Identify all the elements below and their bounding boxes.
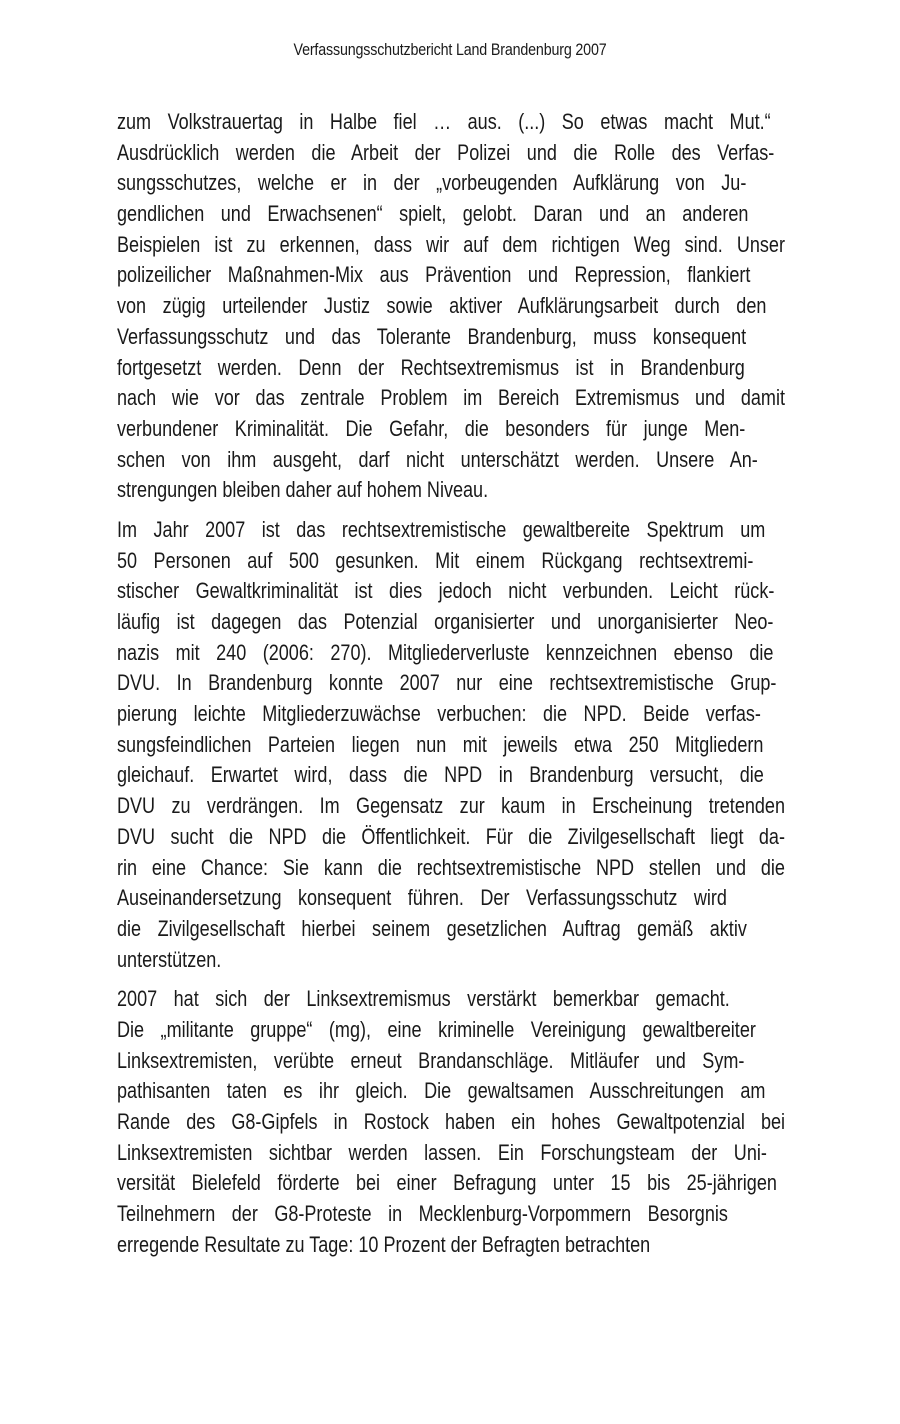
text-line-content: DVU. In Brandenburg konnte 2007 nur eine rechtsextremistische Grup- [117,670,777,696]
text-line [117,168,785,199]
text-line-content: gendlichen und Erwachsenen“ spielt, gelobt. Daran und an anderen [117,201,749,227]
text-line-content: Linksextremisten, verübte erneut Brandanschläge. Mitläufer und Sym- [117,1047,745,1073]
paragraph-2 [117,515,785,975]
text-line [117,638,785,669]
text-line [117,414,785,445]
text-line [117,138,785,169]
text-line-content: pierung leichte Mitgliederzuwächse verbuchen: die NPD. Beide verfas- [117,701,761,727]
text-line [117,1046,785,1077]
text-line [117,576,785,607]
body-text [117,107,785,1260]
text-line-content: DVU sucht die NPD die Öffentlichkeit. Für die Zivilgesellschaft liegt da- [117,823,785,849]
text-line-content: von zügig urteilender Justiz sowie aktiver Aufklärungsarbeit durch den [117,293,767,319]
text-line-content: Verfassungsschutz und das Tolerante Brandenburg, muss konsequent [117,323,747,349]
text-line [117,607,785,638]
text-line [117,322,785,353]
text-line [117,260,785,291]
text-line [117,914,785,945]
text-line [117,353,785,384]
text-line [117,760,785,791]
text-line-content: sungsschutzes, welche er in der „vorbeugenden Aufklärung von Ju- [117,170,747,196]
text-line-content: die Zivilgesellschaft hierbei seinem gesetzlichen Auftrag gemäß aktiv [117,915,747,941]
text-line-content: Teilnehmern der G8-Proteste in Mecklenburg-Vorpommern Besorgnis [117,1201,728,1227]
text-line-content: erregende Resultate zu Tage: 10 Prozent der Befragten betrachten [117,1231,651,1257]
text-line-content: DVU zu verdrängen. Im Gegensatz zur kaum in Erscheinung tretenden [117,793,785,819]
text-line-content: schen von ihm ausgeht, darf nicht unterschätzt werden. Unsere An- [117,446,758,472]
text-line [117,383,785,414]
text-line-content: Beispielen ist zu erkennen, dass wir auf dem richtigen Weg sind. Unser [117,231,785,257]
text-line [117,822,785,853]
text-line-content: pathisanten taten es ihr gleich. Die gewaltsamen Ausschreitungen am [117,1078,766,1104]
text-line [117,984,785,1015]
text-line [117,791,785,822]
paragraph-1 [117,107,785,506]
text-line [117,1076,785,1107]
text-line-content: Rande des G8-Gipfels in Rostock haben ein hohes Gewaltpotenzial bei [117,1109,785,1134]
text-line [117,107,785,138]
text-line-content: stischer Gewaltkriminalität ist dies jedoch nicht verbunden. Leicht rück- [117,578,775,604]
text-line [117,1168,785,1199]
text-line [117,1138,785,1169]
text-line [117,1230,785,1261]
text-line-content: rin eine Chance: Sie kann die rechtsextremistische NPD stellen und die [117,854,785,880]
text-line [117,1107,785,1138]
paragraph-3 [117,984,785,1260]
text-line-content: Die „militante gruppe“ (mg), eine kriminelle Vereinigung gewaltbereiter [117,1016,756,1042]
text-line-content: gleichauf. Erwartet wird, dass die NPD in Brandenburg versucht, die [117,762,764,788]
text-line-content: sungsfeindlichen Parteien liegen nun mit jeweils etwa 250 Mitgliedern [117,731,764,757]
text-line-content: versität Bielefeld förderte bei einer Befragung unter 15 bis 25-jährigen [117,1170,777,1196]
text-line-content: unterstützen. [117,946,222,972]
text-line-content: Auseinandersetzung konsequent führen. Der Verfassungsschutz wird [117,885,727,911]
text-line [117,699,785,730]
text-line [117,945,785,976]
text-line-content: 50 Personen auf 500 gesunken. Mit einem Rückgang rechtsextremi- [117,547,754,573]
text-line [117,230,785,261]
text-line [117,853,785,884]
text-line [117,1015,785,1046]
text-line [117,291,785,322]
text-line [117,1199,785,1230]
text-line-content: Ausdrücklich werden die Arbeit der Polizei und die Rolle des Verfas- [117,139,775,165]
text-line-content: Im Jahr 2007 ist das rechtsextremistische gewaltbereite Spektrum um [117,516,766,542]
text-line-content: läufig ist dagegen das Potenzial organisierter und unorganisierter Neo- [117,609,774,634]
text-line [117,199,785,230]
text-line-content: fortgesetzt werden. Denn der Rechtsextremismus ist in Brandenburg [117,354,745,380]
text-line-content: strengungen bleiben daher auf hohem Niveau. [117,477,489,503]
text-line-content: Linksextremisten sichtbar werden lassen. Ein Forschungsteam der Uni- [117,1139,767,1165]
text-line-content: nach wie vor das zentrale Problem im Bereich Extremismus und damit [117,385,785,411]
text-line-content: zum Volkstrauertag in Halbe fiel … aus. (...) So etwas macht Mut.“ [117,109,771,134]
running-header: Verfassungsschutzbericht Land Brandenburg 2007 [293,40,607,59]
text-line [117,445,785,476]
text-line [117,730,785,761]
text-line-content: nazis mit 240 (2006: 270). Mitgliederverluste kennzeichnen ebenso die [117,639,774,665]
text-line [117,546,785,577]
text-line-content: 2007 hat sich der Linksextremismus verstärkt bemerkbar gemacht. [117,986,730,1012]
text-line [117,668,785,699]
text-line [117,515,785,546]
text-line [117,475,785,506]
text-line [117,883,785,914]
text-line-content: verbundener Kriminalität. Die Gefahr, die besonders für junge Men- [117,415,746,441]
text-line-content: polizeilicher Maßnahmen-Mix aus Prävention und Repression, flankiert [117,262,751,288]
